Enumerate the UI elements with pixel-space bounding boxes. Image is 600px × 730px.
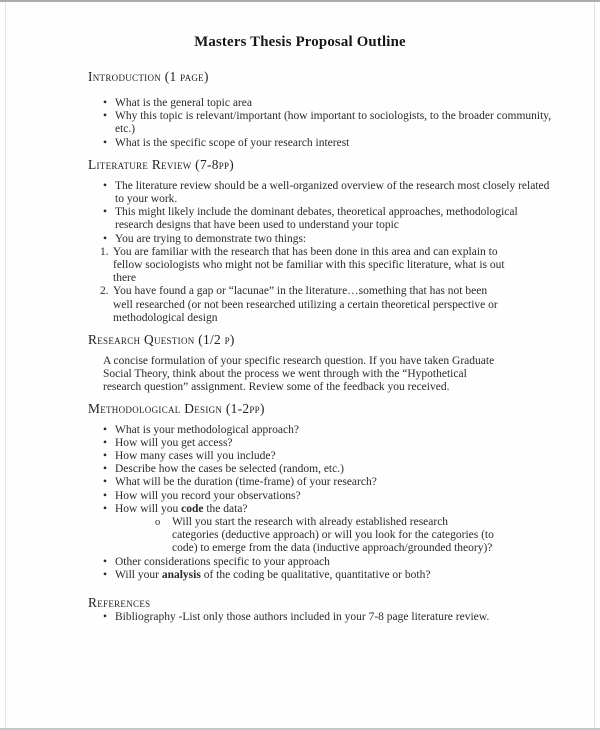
list-item bbox=[103, 490, 552, 503]
list-item-text bbox=[115, 503, 248, 515]
section-heading-references: References bbox=[88, 595, 151, 611]
list-item-text: You are trying to demonstrate two things: bbox=[115, 232, 307, 245]
list-item bbox=[103, 110, 552, 136]
sub-list-item bbox=[155, 516, 497, 556]
list-item-text: What will be the duration (time-frame) of your research? bbox=[115, 476, 377, 489]
bullet-icon: • bbox=[103, 463, 108, 476]
list-item bbox=[103, 180, 552, 206]
section-heading-methodological-design: Methodological Design (1-2pp) bbox=[88, 400, 265, 416]
list-item-text: You are familiar with the research that has been done in this area and can explain to fellow sociologists who might not be familiar with this specific literature, what is out there bbox=[113, 245, 505, 285]
bullet-icon: • bbox=[103, 423, 108, 436]
list-item bbox=[103, 611, 552, 624]
list-item-text: Other considerations specific to your approach bbox=[115, 555, 330, 568]
list-item bbox=[103, 569, 552, 582]
section-heading-introduction: Introduction (1 page) bbox=[88, 69, 209, 84]
list-item-text: What is the specific scope of your research interest bbox=[115, 136, 350, 149]
bullet-icon: • bbox=[103, 110, 108, 123]
list-item-text bbox=[115, 569, 430, 581]
list-item bbox=[103, 137, 552, 150]
list-item-text: Describe how the cases be selected (random, etc.) bbox=[115, 463, 344, 476]
bullet-icon: • bbox=[103, 436, 108, 449]
list-number: 1. bbox=[100, 245, 109, 258]
list-item-text-segment: of the coding be qualitative, quantitative or both? bbox=[200, 568, 431, 581]
list-item bbox=[103, 450, 552, 463]
page-title: Masters Thesis Proposal Outline bbox=[194, 34, 406, 50]
list-item bbox=[103, 476, 552, 489]
list-item bbox=[103, 233, 552, 246]
section-heading-literature-review: Literature Review (7-8pp) bbox=[88, 156, 235, 172]
bullet-icon: • bbox=[103, 611, 108, 624]
methodological-design-bullet-list bbox=[0, 424, 600, 582]
numbered-list-item bbox=[100, 246, 508, 286]
numbered-list-item bbox=[100, 285, 508, 325]
bullet-icon: • bbox=[103, 450, 108, 463]
literature-review-numbered-list bbox=[0, 246, 600, 325]
research-question-paragraph: A concise formulation of your specific research question. If you have taken Graduate Social Theory, think about the process we went through with the “Hypothetical research question” assignment. Review some of the feedback you received. bbox=[103, 355, 495, 394]
list-item bbox=[103, 424, 552, 437]
circle-bullet-icon: o bbox=[155, 517, 161, 529]
bullet-icon: • bbox=[103, 232, 108, 245]
list-item bbox=[103, 206, 552, 232]
list-item bbox=[103, 437, 552, 450]
bullet-icon: • bbox=[103, 179, 108, 192]
list-item-text-segment: the data? bbox=[203, 502, 248, 515]
list-item-text-segment: How will you bbox=[115, 502, 182, 515]
list-item bbox=[103, 463, 552, 476]
list-item-text: Bibliography -List only those authors included in your 7-8 page literature review. bbox=[115, 611, 490, 624]
code-sub-bullet-list bbox=[115, 516, 552, 556]
bullet-icon: • bbox=[103, 555, 108, 568]
list-item-text: What is the general topic area bbox=[115, 97, 252, 109]
bullet-icon: • bbox=[103, 568, 108, 581]
references-bullet-list bbox=[0, 611, 600, 624]
list-number: 2. bbox=[100, 285, 109, 298]
bullet-icon: • bbox=[103, 136, 108, 149]
list-item bbox=[103, 503, 552, 556]
introduction-bullet-list bbox=[0, 97, 600, 150]
list-item-text: What is your methodological approach? bbox=[115, 423, 299, 436]
list-item-text-segment: Will your bbox=[115, 568, 162, 581]
list-item-text: Why this topic is relevant/important (how important to sociologists, to the broader community, etc.) bbox=[115, 110, 552, 136]
bullet-icon: • bbox=[103, 476, 108, 489]
document-content bbox=[0, 2, 600, 624]
bold-text: analysis bbox=[161, 568, 201, 581]
section-heading-research-question: Research Question (1/2 p) bbox=[88, 332, 235, 348]
list-item-text: This might likely include the dominant debates, theoretical approaches, methodological research designs that have been used to understand your topic bbox=[115, 206, 518, 232]
list-item-text: Will you start the research with already established research categories (deductive approach) or will you look for the categories (to code) to emerge from the data (inductive approach/grounded theory)? bbox=[172, 516, 494, 555]
list-item-text: You have found a gap or “lacunae” in the literature…something that has not been well researched (or not been researched utilizing a certain theoretical perspective or methodological design bbox=[113, 285, 498, 324]
bullet-icon: • bbox=[103, 502, 108, 515]
literature-review-bullet-list bbox=[0, 180, 600, 246]
list-item-text: How many cases will you include? bbox=[115, 450, 276, 463]
list-item bbox=[103, 556, 552, 569]
bullet-icon: • bbox=[103, 206, 108, 219]
list-item-text: How will you record your observations? bbox=[115, 489, 301, 502]
list-item-text: How will you get access? bbox=[115, 436, 233, 449]
list-item-text: The literature review should be a well-organized overview of the research most closely related to your work. bbox=[115, 179, 550, 206]
list-item bbox=[103, 97, 552, 110]
bullet-icon: • bbox=[103, 97, 108, 109]
bullet-icon: • bbox=[103, 489, 108, 502]
bold-text: code bbox=[181, 502, 204, 515]
